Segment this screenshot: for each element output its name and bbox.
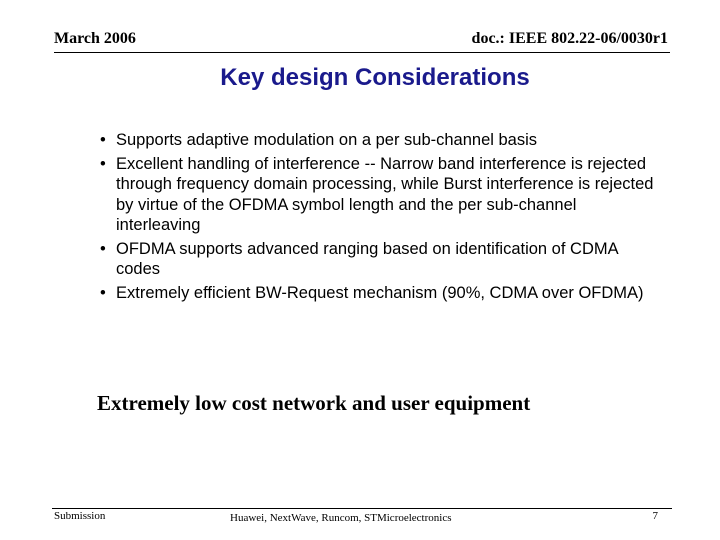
header-date: March 2006 <box>54 30 136 47</box>
bullet-icon: • <box>100 239 106 258</box>
bullet-list <box>98 130 658 306</box>
footer-submission: Submission <box>54 510 106 522</box>
bullet-item <box>98 239 658 280</box>
bullet-icon: • <box>100 283 106 302</box>
header-divider <box>54 52 670 53</box>
bullet-text: Supports adaptive modulation on a per sub-channel basis <box>116 131 538 149</box>
slide-title: Key design Considerations <box>220 64 530 91</box>
bullet-text: Excellent handling of interference -- Narrow band interference is rejected through frequency domain processing, while Burst interference is rejected by virtue of the OFDMA symbol length and the per sub-channel interleaving <box>116 154 654 234</box>
bullet-text: Extremely efficient BW-Request mechanism (90%, CDMA over OFDMA) <box>116 283 644 302</box>
bullet-item <box>98 283 658 304</box>
bullet-text: OFDMA supports advanced ranging based on identification of CDMA codes <box>116 239 618 278</box>
header-doc-id: doc.: IEEE 802.22-06/0030r1 <box>471 30 668 47</box>
bullet-icon: • <box>100 131 106 149</box>
footer-authors: Huawei, NextWave, Runcom, STMicroelectronics <box>230 512 452 524</box>
footer-page-number: 7 <box>652 510 658 522</box>
emphasis-statement: Extremely low cost network and user equipment <box>97 391 531 415</box>
bullet-item <box>98 130 658 151</box>
bullet-item <box>98 154 658 236</box>
footer-divider <box>52 508 672 509</box>
bullet-icon: • <box>100 154 106 173</box>
